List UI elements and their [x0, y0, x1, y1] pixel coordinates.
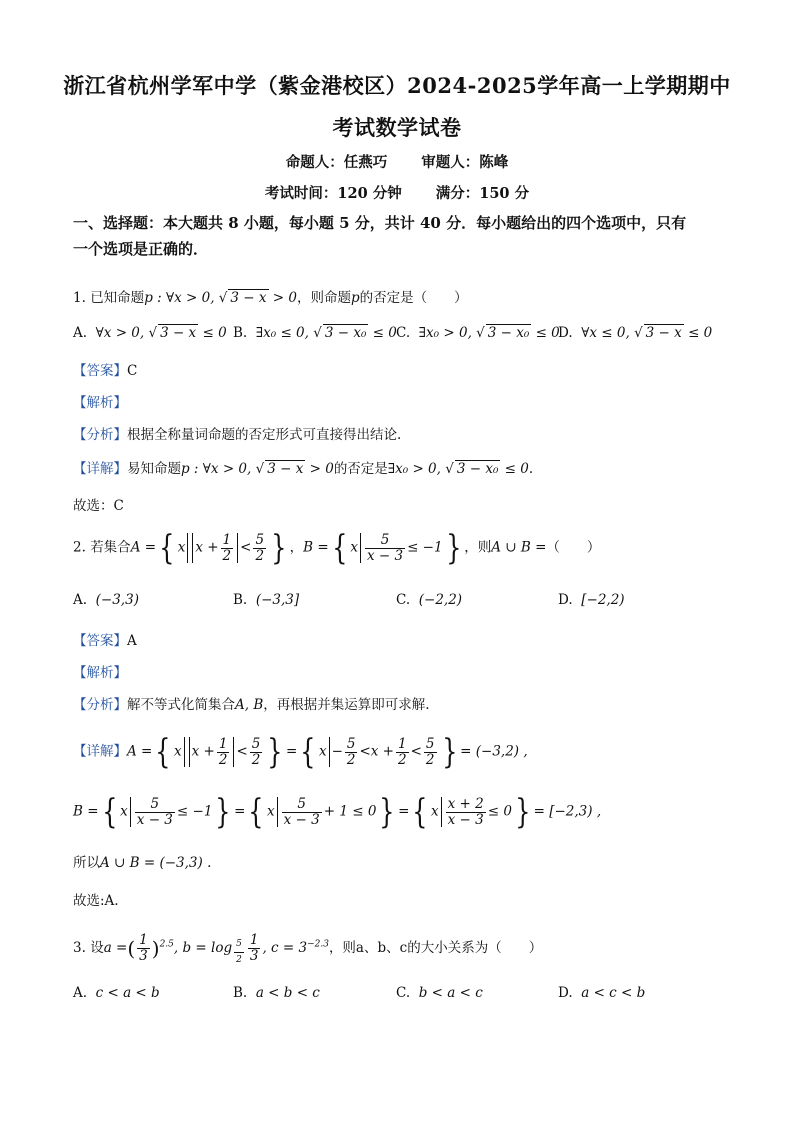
detail-math: p : ∀x > 0,	[181, 461, 256, 477]
question-1: 1. 已知命题p : ∀x > 0, √ 3 − x > 0，则命题p的否定是（ ）	[73, 290, 468, 306]
q2-choose: 故选:A.	[73, 893, 119, 909]
answer-value: C	[127, 363, 138, 379]
score-label: 满分：	[435, 185, 480, 202]
math-result: A ∪ B = (−3,3) .	[100, 855, 212, 871]
q1-analysis	[73, 423, 401, 443]
math-result: = [−2,3) ,	[533, 803, 602, 820]
frac-den: 2	[236, 955, 242, 966]
math-cond: > 0	[268, 290, 297, 306]
math-exp: 2.5	[159, 939, 174, 950]
question-text: ，则命题	[297, 290, 351, 306]
math-op: <	[236, 743, 248, 760]
q1-option-a[interactable]: A. ∀x > 0, √ 3 − x ≤ 0	[73, 325, 227, 341]
question-2: 2. 若集合A ={ x x + $\frac{1}{2}$ < $\frac{5}{2}$ } ，B ={ x $\frac{5}{x - 3}$ ≤ −1} ，则A ∪ B =（ ）	[73, 528, 601, 568]
option-math: ≤ 0	[531, 325, 560, 341]
option-math: b < a < c	[418, 985, 483, 1001]
question-number: 3.	[73, 940, 86, 956]
option-math: (−3,3]	[255, 592, 300, 608]
math-var: x	[267, 803, 275, 820]
math-p: p	[351, 290, 360, 306]
q3-option-d[interactable]	[558, 985, 645, 1001]
q2-so	[73, 851, 211, 871]
question-3: 3. 设a =( $\frac{1}{3}$ )$^{2.5}$, b = log $_{\frac{5}{2}}$ $\frac{1}{3}$ , $c = 3^{-2.3}$，则a、b、c的大小关系为（ ）	[73, 933, 542, 968]
frac-num: 5	[255, 531, 265, 548]
time-label: 考试时间：	[264, 185, 338, 202]
detail-math: ∃x₀ > 0,	[387, 461, 446, 477]
option-math: ≤ 0	[683, 325, 713, 341]
frac-num: x + 2	[447, 795, 484, 812]
frac-num: 5	[346, 735, 356, 752]
frac-den: x − 3	[283, 811, 320, 828]
frac-num: 5	[425, 735, 435, 752]
exam-score: 150 分	[479, 185, 530, 202]
sqrt-expr: 3 − x₀	[456, 461, 499, 477]
math-var: x	[431, 803, 439, 820]
detail-text: 易知命题	[127, 461, 181, 477]
frac-den: 2	[398, 751, 407, 768]
detail-math: ≤ 0	[500, 461, 529, 477]
frac-num: 1	[139, 932, 148, 948]
q2-option-d[interactable]	[558, 592, 625, 608]
frac-num: 1	[218, 735, 228, 752]
analysis-text: 解不等式化简集合	[127, 697, 235, 713]
q2-detail-2: B ={ x $\frac{5}{x - 3}$ ≤ −1} ={ x $\frac{5}{x - 3}$ + 1 ≤ 0} ={ x $\frac{x + 2}{x - 3}$ ≤ 0} = [−2,3) ,	[73, 792, 602, 832]
sqrt-expr: 3 − x	[160, 325, 197, 341]
analysis-title-tag: 【解析】	[73, 665, 127, 681]
math-result: = (−3,2) ,	[460, 743, 528, 760]
frac-den: 3	[249, 948, 259, 964]
frac-num: 5	[135, 797, 175, 813]
frac-num: 5	[365, 533, 405, 549]
q1-option-c[interactable]: C. ∃x₀ > 0, √ 3 − x₀ ≤ 0	[396, 325, 560, 341]
option-math: (−2,2)	[418, 592, 463, 608]
question-text: 若集合	[90, 539, 131, 556]
math-op: =	[234, 803, 246, 820]
option-label: D.	[558, 325, 573, 341]
question-text: ，则a、b、c的大小关系为（ ）	[328, 940, 543, 956]
math-expr: x +	[195, 539, 219, 556]
math-proposition: p : ∀x > 0,	[144, 290, 219, 306]
sqrt-expr: 3 − x	[230, 290, 267, 306]
option-label: C.	[396, 592, 411, 608]
option-label: D.	[558, 592, 573, 608]
question-text: ，则	[464, 539, 492, 556]
math-exp: −2.3	[307, 939, 329, 950]
analysis-tag: 【分析】	[73, 697, 127, 713]
option-label: C.	[396, 325, 411, 341]
frac-num: 5	[251, 735, 261, 752]
question-text: 已知命题	[90, 290, 145, 306]
frac-num: 1	[222, 531, 232, 548]
q2-analysis-title	[73, 661, 127, 681]
detail-math: > 0	[305, 461, 334, 477]
frac-den: 2	[346, 751, 356, 768]
math-var: x	[120, 803, 128, 820]
option-label: B.	[233, 592, 248, 608]
detail-tag: 【详解】	[73, 461, 127, 477]
frac-den: 2	[251, 751, 261, 768]
option-math: ∃x₀ > 0,	[418, 325, 477, 341]
math-set-a: A =	[127, 743, 153, 760]
analysis-text: ，再根据并集运算即可求解.	[263, 697, 430, 713]
frac-den: 2	[218, 751, 228, 768]
analysis-text: 根据全称量词命题的否定形式可直接得出结论.	[127, 427, 402, 443]
math-op: −	[331, 743, 343, 760]
math-b: , b = log	[173, 940, 233, 956]
answer-value: A	[127, 633, 137, 649]
question-number: 2.	[73, 539, 86, 556]
frac-num: 5	[282, 797, 322, 813]
q1-choose: 故选：C	[73, 498, 124, 514]
sqrt-expr: 3 − x₀	[324, 325, 367, 341]
punct: ，	[289, 539, 304, 556]
math-var: x	[174, 743, 182, 760]
option-math: (−3,3)	[95, 592, 139, 608]
math-var: x	[350, 539, 358, 556]
frac-den: 2	[425, 751, 435, 768]
option-label: B.	[233, 325, 248, 341]
frac-den: x − 3	[447, 811, 484, 828]
math-op: <	[410, 743, 422, 760]
detail-text: .	[528, 461, 534, 477]
math-op: =	[285, 743, 298, 760]
math-op: <	[359, 743, 371, 760]
q3-option-c[interactable]	[396, 985, 483, 1001]
math-var: x	[318, 743, 327, 760]
frac-num: 1	[249, 932, 259, 948]
frac-den: x − 3	[366, 547, 404, 564]
option-label: D.	[558, 985, 573, 1001]
q2-detail-1: 【详解】A ={ x x + $\frac{1}{2}$ < $\frac{5}{2}$ } ={ x − $\frac{5}{2}$ <x + $\frac{1}{2}$ < $\frac{5}{2}$ } = (−3,2) ,	[73, 732, 528, 772]
section-heading-line1: 一、选择题：本大题共 8 小题，每小题 5 分，共计 40 分．每小题给出的四个选项中，只有	[73, 214, 687, 232]
detail-tag: 【详解】	[73, 743, 127, 760]
exam-time: 120 分钟	[337, 185, 402, 202]
page-title-line1: 浙江省杭州学军中学（紫金港校区）2024-2025学年高一上学期期中	[63, 73, 731, 98]
option-math: ∀x ≤ 0,	[581, 325, 635, 341]
option-math: a < c < b	[581, 985, 646, 1001]
option-math: [−2,2)	[581, 592, 625, 608]
q1-analysis-title	[73, 391, 127, 411]
answer-tag: 【答案】	[73, 363, 127, 379]
option-label: A.	[73, 592, 88, 608]
sqrt-expr: 3 − x₀	[487, 325, 530, 341]
analysis-tag: 【分析】	[73, 427, 127, 443]
q1-detail: 【详解】易知命题p : ∀x > 0, √ 3 − x > 0的否定是∃x₀ > 0, √ 3 − x₀ ≤ 0.	[73, 461, 534, 477]
option-label: A.	[73, 985, 88, 1001]
math-c: , c = 3	[262, 940, 308, 956]
q2-option-c[interactable]	[396, 592, 462, 608]
frac-num: 5	[234, 937, 244, 953]
exam-info-line	[0, 182, 794, 203]
q1-option-b[interactable]: B. ∃x₀ ≤ 0, √ 3 − x₀ ≤ 0	[233, 325, 397, 341]
option-label: A.	[73, 325, 88, 341]
analysis-title-tag: 【解析】	[73, 395, 127, 411]
math-a: a =	[103, 940, 128, 956]
option-math: a < b < c	[255, 985, 320, 1001]
math-op: + 1 ≤ 0	[323, 803, 377, 820]
q2-analysis	[73, 693, 430, 713]
detail-text: 的否定是	[333, 461, 388, 477]
frac-den: 2	[255, 547, 265, 564]
section-heading-line2: 一个选项是正确的．	[73, 240, 209, 258]
setter-name: 任燕巧	[343, 154, 388, 171]
math-op: ≤ −1	[176, 803, 213, 820]
reviewer-label: 审题人：	[421, 154, 480, 171]
question-text: 的否定是（ ）	[359, 290, 468, 306]
setters-line	[0, 151, 794, 172]
page-title-line2: 考试数学试卷	[332, 115, 462, 140]
frac-den: x − 3	[136, 811, 173, 828]
option-math: c < a < b	[95, 985, 160, 1001]
analysis-math: A, B	[235, 697, 264, 713]
q1-answer	[73, 359, 137, 379]
math-union: A ∪ B =	[491, 539, 547, 556]
math-set-b: B =	[73, 803, 99, 820]
q3-option-b[interactable]	[233, 985, 320, 1001]
math-expr: x +	[370, 743, 394, 760]
question-text: （ ）	[546, 539, 601, 556]
math-set-a: A =	[130, 539, 157, 556]
sqrt-expr: 3 − x	[267, 461, 304, 477]
question-number: 1.	[73, 290, 86, 306]
option-math: ≤ 0	[368, 325, 397, 341]
q2-option-b[interactable]	[233, 592, 299, 608]
math-op: ≤ −1	[407, 539, 443, 556]
detail-text: 所以	[73, 855, 100, 871]
math-op: =	[398, 803, 410, 820]
math-set-b: B =	[303, 539, 329, 556]
q3-option-a[interactable]	[73, 985, 160, 1001]
option-math: ∀x > 0,	[95, 325, 149, 341]
frac-den: 2	[222, 547, 232, 564]
q2-answer	[73, 629, 137, 649]
question-text: 设	[90, 940, 104, 956]
option-math: ∃x₀ ≤ 0,	[255, 325, 314, 341]
sqrt-expr: 3 − x	[645, 325, 682, 341]
option-label: C.	[396, 985, 411, 1001]
math-expr: x +	[191, 743, 215, 760]
option-label: B.	[233, 985, 248, 1001]
math-op: ≤ 0	[487, 803, 512, 820]
q1-option-d[interactable]: D. ∀x ≤ 0, √ 3 − x ≤ 0	[558, 325, 713, 341]
setter-label: 命题人：	[285, 154, 344, 171]
math-op: <	[240, 539, 252, 556]
frac-den: 3	[139, 948, 148, 964]
reviewer-name: 陈峰	[479, 154, 509, 171]
math-var: x	[177, 539, 186, 556]
section-heading	[73, 210, 723, 262]
answer-tag: 【答案】	[73, 633, 127, 649]
q2-option-a[interactable]	[73, 592, 139, 608]
frac-num: 1	[398, 735, 407, 752]
option-math: ≤ 0	[198, 325, 227, 341]
